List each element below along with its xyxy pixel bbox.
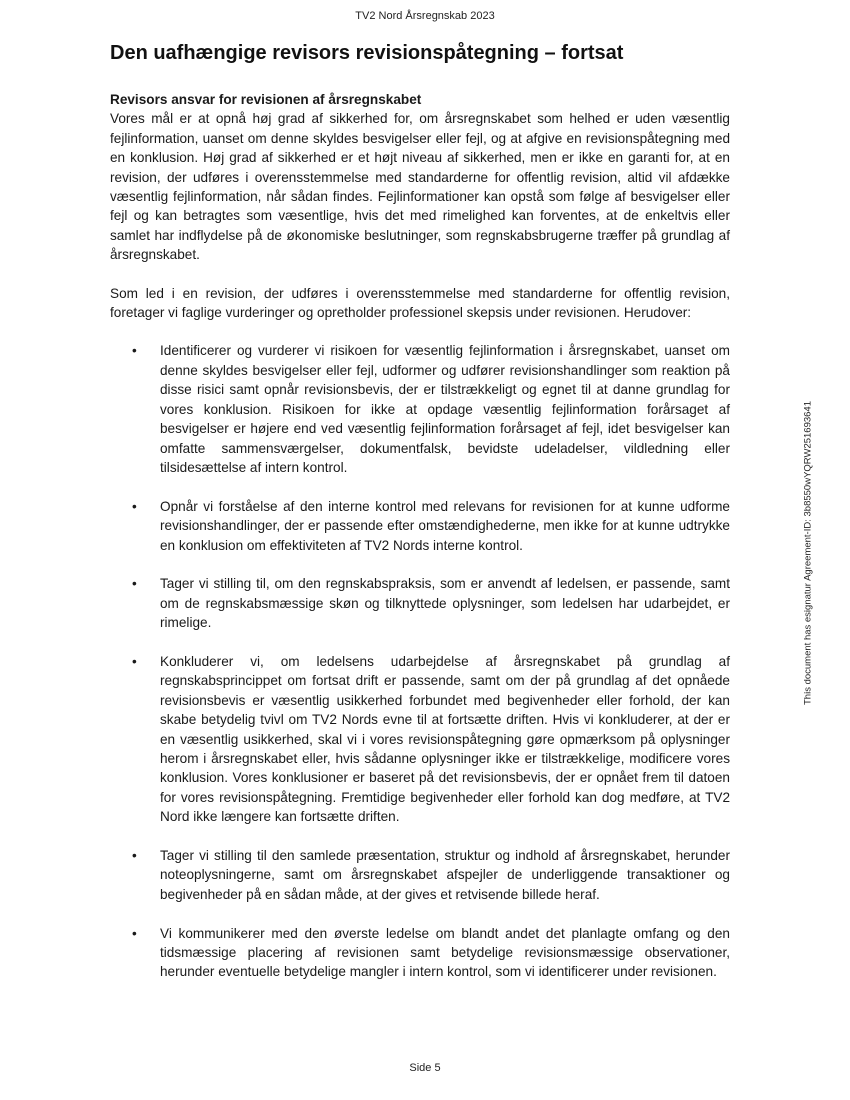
document-header: TV2 Nord Årsregnskab 2023 bbox=[355, 10, 495, 22]
bullet-icon: • bbox=[132, 653, 137, 669]
list-item bbox=[110, 924, 730, 982]
bullet-icon: • bbox=[132, 498, 137, 514]
bullet-icon: • bbox=[132, 847, 137, 863]
paragraph-audit-scope: Som led i en revision, der udføres i overensstemmelse med standarderne for offentlig revision, foretager vi faglige vurderinger og opretholder professionel skepsis under revisionen. Herudover: bbox=[110, 285, 730, 321]
list-item bbox=[110, 497, 730, 555]
list-item-text: Vi kommunikerer med den øverste ledelse om blandt andet det planlagte omfang og den tidsmæssige placering af revisionen samt betydelige revisionsmæssige observationer, herunder eventuelle betydelige mangler i intern kontrol, som vi identificerer under revisionen. bbox=[160, 925, 730, 980]
bullet-icon: • bbox=[132, 343, 137, 359]
list-item-text: Tager vi stilling til den samlede præsentation, struktur og indhold af årsregnskabet, herunder noteoplysningerne, samt om årsregnskabet afspejler de underliggende transaktioner og begivenheder på en sådan måde, at der gives et retvisende billede heraf. bbox=[160, 847, 730, 902]
list-item bbox=[110, 574, 730, 632]
section-subheading: Revisors ansvar for revisionen af årsregnskabet bbox=[110, 92, 422, 107]
page-number: Side 5 bbox=[409, 1062, 441, 1074]
bullet-icon: • bbox=[132, 925, 137, 941]
list-item-text: Opnår vi forståelse af den interne kontrol med relevans for revisionen for at kunne udforme revisionshandlinger, der er passende efter omstændighederne, men ikke for at kunne udtrykke en konklusion om effektiviteten af TV2 Nords interne kontrol. bbox=[160, 498, 730, 553]
list-item-text: Identificerer og vurderer vi risikoen for væsentlig fejlinformation i årsregnskabet, uanset om denne skyldes besvigelser eller fejl, udformer og udfører revisionshandlinger som reaktion på disse risici samt opnår revisionsbevis, der er tilstrækkeligt og egnet til at danne grundlag for vores konklusion. Risikoen for ikke at opdage væsentlig fejlinformation forårsaget af besvigelser er højere end ved væsentlig fejlinformation forårsaget af fejl, idet besvigelser kan omfatte sammensværgelser, dokumentfalsk, bevidste udeladelser, vildledning eller tilsidesættelse af intern kontrol. bbox=[160, 343, 730, 475]
list-item-text: Tager vi stilling til, om den regnskabspraksis, som er anvendt af ledelsen, er passende, samt om de regnskabsmæssige skøn og tilknyttede oplysninger, som ledelsen har udarbejdet, er rimelige. bbox=[160, 576, 730, 631]
list-item bbox=[110, 341, 730, 477]
list-item bbox=[110, 846, 730, 904]
list-item bbox=[110, 652, 730, 827]
paragraph-audit-objective: Vores mål er at opnå høj grad af sikkerhed for, om årsregnskabet som helhed er uden væsentlig fejlinformation, uanset om denne skyldes besvigelser eller fejl, og at afgive en revisionspåtegning med en konklusion. Høj grad af sikkerhed er et højt niveau af sikkerhed, men er ikke en garanti for, at en revision, der udføres i overensstemmelse med standarderne for offentlig revision, altid vil afdække væsentlig fejlinformation, når sådan findes. Fejlinformationer kan opstå som følge af besvigelser eller fejl og kan betragtes som væsentlige, hvis det med rimelighed kan forventes, at de enkeltvis eller samlet har indflydelse på de økonomiske beslutninger, som regnskabsbrugerne træffer på grundlag af årsregnskabet. bbox=[110, 111, 730, 263]
list-item-text: Konkluderer vi, om ledelsens udarbejdelse af årsregnskabet på grundlag af regnskabsprincippet om fortsat drift er passende, samt om der på grundlag af det opnåede revisionsbevis er væsentlig usikkerhed forbundet med begivenheder eller forhold, der kan skabe betydelig tvivl om TV2 Nords evne til at fortsætte driften. Hvis vi konkluderer, at der er en væsentlig usikkerhed, skal vi i vores revisionspåtegning gøre opmærksom på oplysninger herom i årsregnskabet eller, hvis sådanne oplysninger ikke er tilstrækkelige, modificere vores konklusion. Vores konklusioner er baseret på det revisionsbevis, der er opnået frem til datoen for vores revisionspåtegning. Fremtidige begivenheder eller forhold kan dog medføre, at TV2 Nord ikke længere kan fortsætte driften. bbox=[160, 653, 730, 825]
responsibility-list bbox=[110, 341, 730, 981]
page-title: Den uafhængige revisors revisionspåtegning – fortsat bbox=[110, 42, 624, 64]
document-body bbox=[110, 90, 730, 1001]
esignature-agreement-note: This document has esignatur Agreement-ID: 3b8550wYQRW251693641 bbox=[802, 400, 814, 706]
bullet-icon: • bbox=[132, 576, 137, 592]
